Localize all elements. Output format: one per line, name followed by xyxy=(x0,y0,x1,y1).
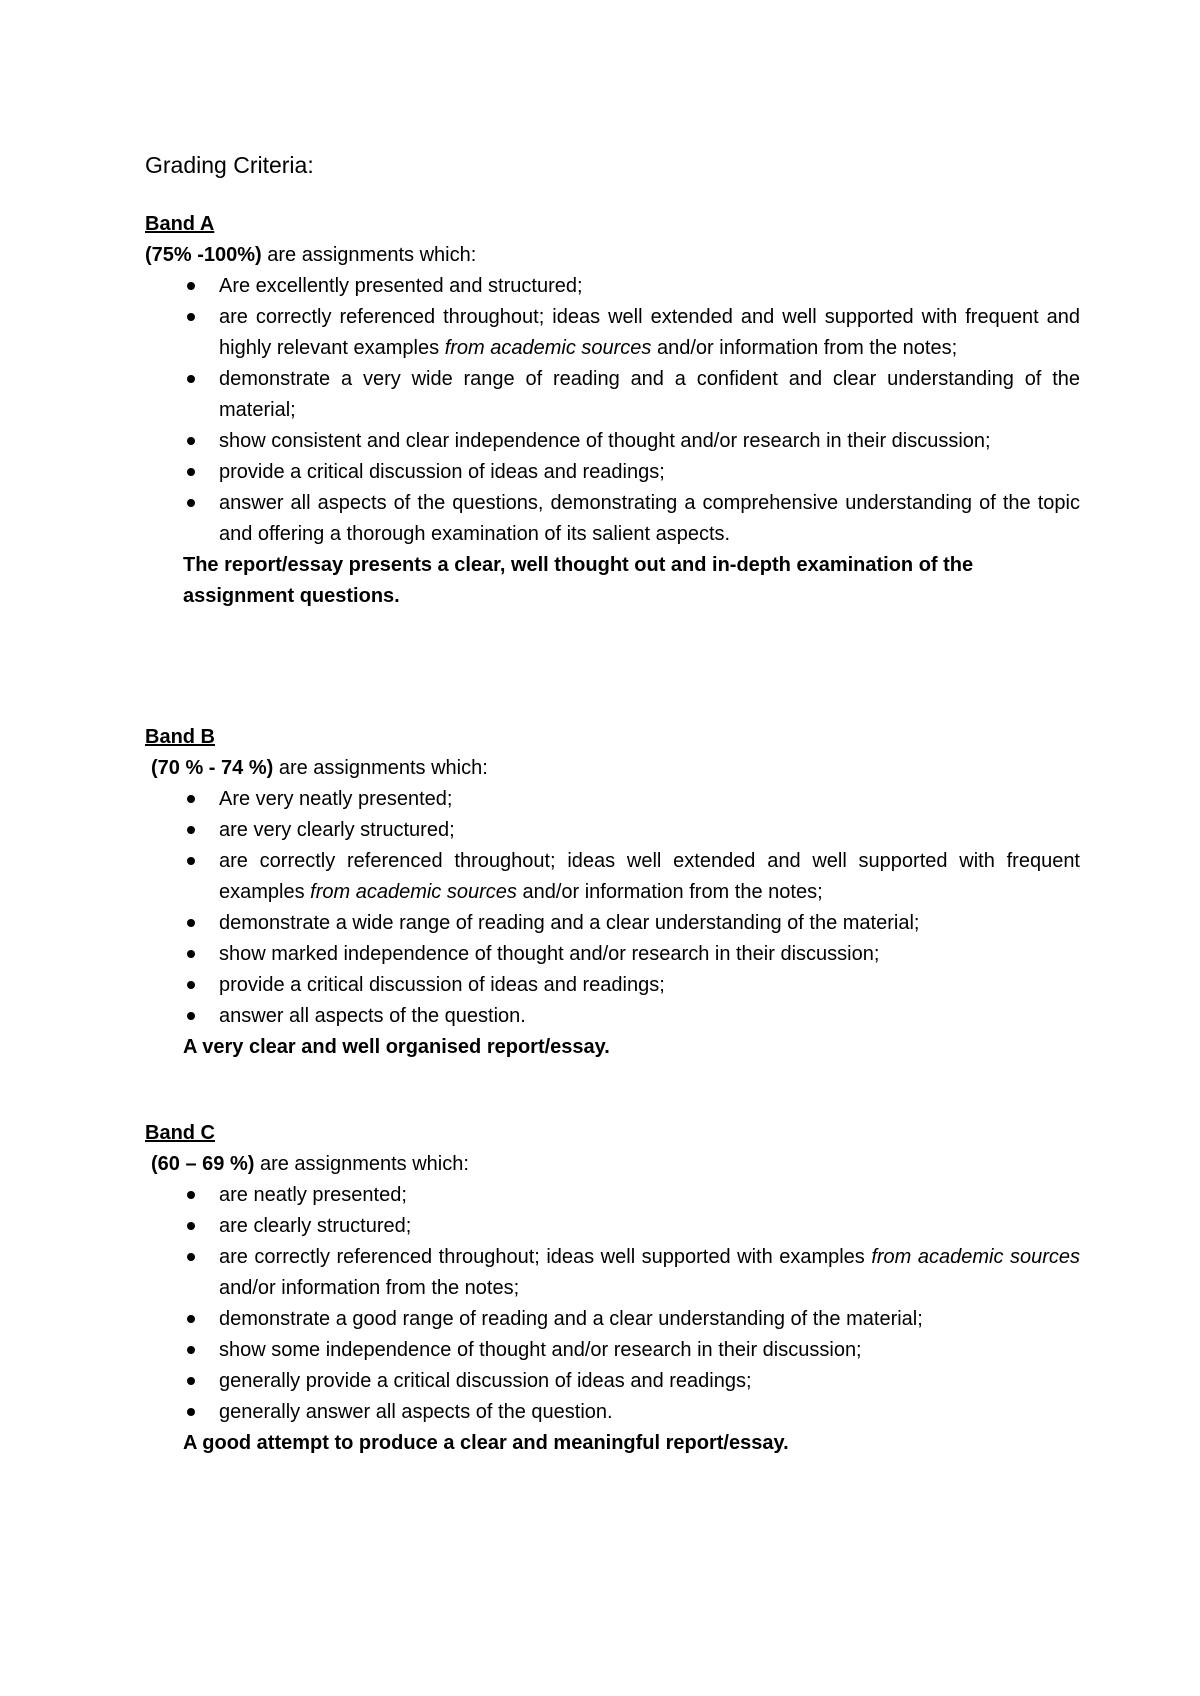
band-c-range-line xyxy=(145,1149,1080,1180)
band-c-range: (60 – 69 %) xyxy=(151,1153,255,1175)
criteria-text: and/or information from the notes; xyxy=(651,337,958,359)
band-a-range: (75% -100%) xyxy=(145,244,262,266)
band-a-range-line xyxy=(145,240,1080,271)
band-b-section xyxy=(145,722,1080,1063)
criteria-item xyxy=(145,302,1080,364)
criteria-emphasis: from academic sources xyxy=(871,1246,1080,1268)
bullet-icon xyxy=(187,1191,195,1199)
criteria-item xyxy=(145,939,1080,970)
criteria-text: are very clearly structured; xyxy=(219,819,455,841)
band-c-summary: A good attempt to produce a clear and meaningful report/essay. xyxy=(183,1432,789,1454)
bullet-icon xyxy=(187,282,195,290)
band-a-criteria-list xyxy=(145,271,1080,550)
criteria-text: demonstrate a good range of reading and a clear understanding of the material; xyxy=(219,1308,923,1330)
criteria-item xyxy=(145,970,1080,1001)
criteria-item xyxy=(145,784,1080,815)
bullet-icon xyxy=(187,1346,195,1354)
criteria-item xyxy=(145,815,1080,846)
bullet-icon xyxy=(187,375,195,383)
criteria-text: are correctly referenced throughout; ideas well extended and well supported with frequent and highly relevant examples xyxy=(219,306,1080,359)
bullet-icon xyxy=(187,1377,195,1385)
bullet-icon xyxy=(187,437,195,445)
criteria-text: demonstrate a wide range of reading and a clear understanding of the material; xyxy=(219,912,920,934)
criteria-emphasis: from academic sources xyxy=(444,337,652,359)
criteria-item xyxy=(145,457,1080,488)
criteria-item xyxy=(145,1366,1080,1397)
criteria-item xyxy=(145,1180,1080,1211)
bullet-icon xyxy=(187,826,195,834)
criteria-text: provide a critical discussion of ideas and readings; xyxy=(219,974,665,996)
criteria-item xyxy=(145,1211,1080,1242)
bullet-icon xyxy=(187,1222,195,1230)
criteria-item xyxy=(145,846,1080,908)
criteria-text: are correctly referenced throughout; ideas well extended and well supported with frequent examples xyxy=(219,850,1080,903)
band-b-summary: A very clear and well organised report/essay. xyxy=(183,1036,610,1058)
criteria-text: answer all aspects of the questions, demonstrating a comprehensive understanding of the topic and offering a thorough examination of its salient aspects. xyxy=(219,492,1080,545)
page-title: Grading Criteria: xyxy=(145,152,314,178)
criteria-text: and/or information from the notes; xyxy=(516,881,823,903)
criteria-text: generally answer all aspects of the question. xyxy=(219,1401,613,1423)
criteria-text: answer all aspects of the question. xyxy=(219,1005,526,1027)
bullet-icon xyxy=(187,1253,195,1261)
criteria-text: Are very neatly presented; xyxy=(219,788,453,810)
bullet-icon xyxy=(187,795,195,803)
criteria-text: demonstrate a very wide range of reading and a confident and clear understanding of the material; xyxy=(219,368,1080,421)
bullet-icon xyxy=(187,1315,195,1323)
criteria-item xyxy=(145,1304,1080,1335)
criteria-item xyxy=(145,908,1080,939)
bullet-icon xyxy=(187,950,195,958)
band-c-heading: Band C xyxy=(145,1122,215,1144)
criteria-item xyxy=(145,1001,1080,1032)
band-a-range-suffix: are assignments which: xyxy=(261,244,477,266)
bullet-icon xyxy=(187,919,195,927)
bullet-icon xyxy=(187,468,195,476)
criteria-emphasis: from academic sources xyxy=(310,881,517,903)
bullet-icon xyxy=(187,1012,195,1020)
band-b-range: (70 % - 74 %) xyxy=(151,757,274,779)
band-c-criteria-list xyxy=(145,1180,1080,1428)
criteria-text: show consistent and clear independence of thought and/or research in their discussion; xyxy=(219,430,991,452)
criteria-item xyxy=(145,1397,1080,1428)
criteria-text: provide a critical discussion of ideas and readings; xyxy=(219,461,665,483)
criteria-text: Are excellently presented and structured; xyxy=(219,275,583,297)
bullet-icon xyxy=(187,313,195,321)
criteria-item xyxy=(145,1242,1080,1304)
band-c-section xyxy=(145,1118,1080,1459)
criteria-text: and/or information from the notes; xyxy=(219,1277,520,1299)
criteria-item xyxy=(145,364,1080,426)
band-b-heading: Band B xyxy=(145,726,215,748)
band-a-summary: The report/essay presents a clear, well thought out and in-depth examination of the assignment questions. xyxy=(183,554,974,607)
band-a-heading: Band A xyxy=(145,213,215,235)
band-b-range-suffix: are assignments which: xyxy=(273,757,488,779)
band-b-criteria-list xyxy=(145,784,1080,1032)
criteria-item xyxy=(145,426,1080,457)
criteria-item xyxy=(145,1335,1080,1366)
band-b-range-line xyxy=(145,753,1080,784)
criteria-item xyxy=(145,271,1080,302)
bullet-icon xyxy=(187,857,195,865)
criteria-text: show marked independence of thought and/or research in their discussion; xyxy=(219,943,880,965)
bullet-icon xyxy=(187,1408,195,1416)
band-a-section xyxy=(145,209,1080,612)
criteria-text: generally provide a critical discussion of ideas and readings; xyxy=(219,1370,752,1392)
criteria-text: show some independence of thought and/or research in their discussion; xyxy=(219,1339,862,1361)
band-c-range-suffix: are assignments which: xyxy=(254,1153,469,1175)
bullet-icon xyxy=(187,499,195,507)
bullet-icon xyxy=(187,981,195,989)
criteria-item xyxy=(145,488,1080,550)
criteria-text: are neatly presented; xyxy=(219,1184,407,1206)
criteria-text: are clearly structured; xyxy=(219,1215,412,1237)
criteria-text: are correctly referenced throughout; ideas well supported with examples xyxy=(219,1246,872,1268)
